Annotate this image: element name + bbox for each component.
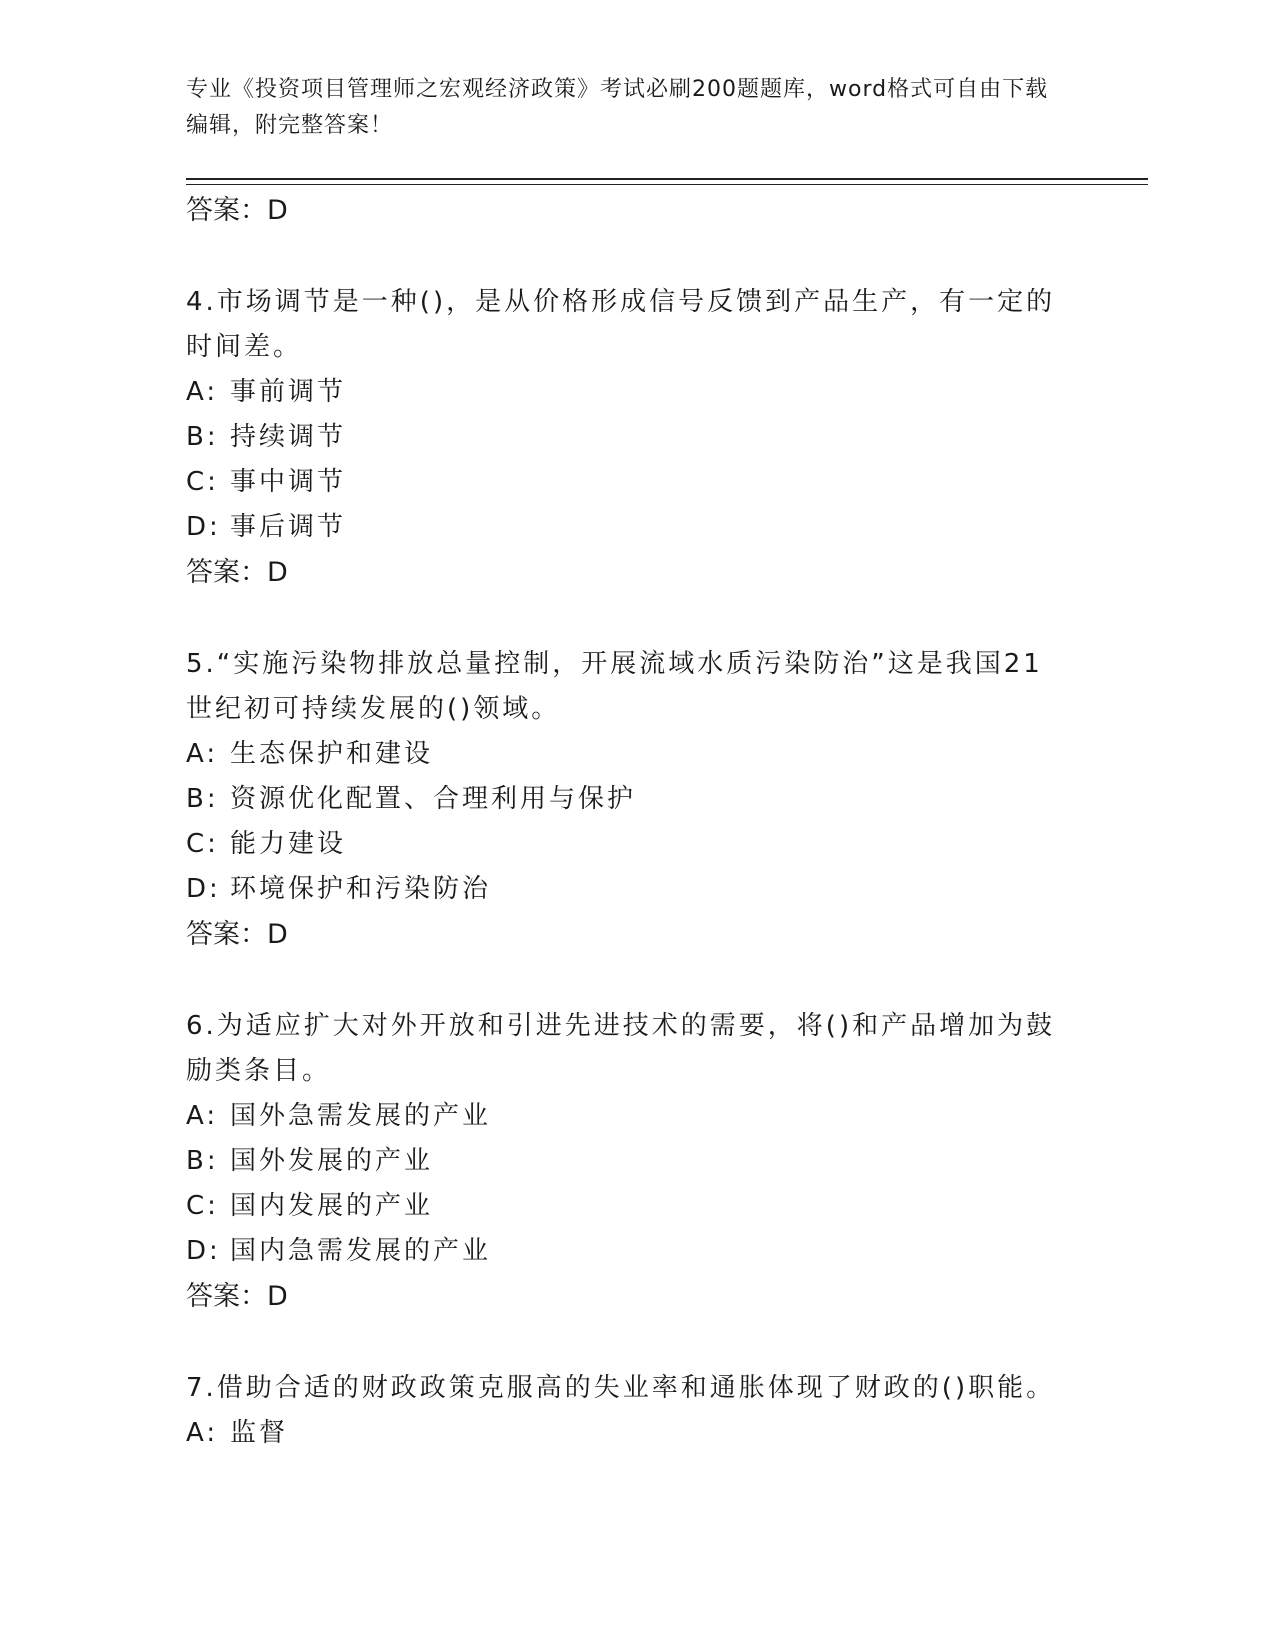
header-rule-thick <box>186 178 1148 180</box>
option-text: 国内急需发展的产业 <box>230 1236 492 1266</box>
question-text: 6.为适应扩大对外开放和引进先进技术的需要，将()和产品增加为鼓励类条目。 <box>186 1011 1056 1086</box>
option-text: 持续调节 <box>230 422 347 452</box>
option-b <box>186 1139 1066 1184</box>
option-letter: D: <box>186 512 221 542</box>
option-letter: C: <box>186 467 219 497</box>
document-body <box>186 188 1066 1456</box>
option-text: 国内发展的产业 <box>230 1191 434 1221</box>
option-text: 监督 <box>230 1418 289 1448</box>
answer-line: 答案：D <box>186 1281 288 1312</box>
option-letter: C: <box>186 829 219 859</box>
option-a <box>186 370 1066 415</box>
option-text: 事前调节 <box>230 377 347 407</box>
option-a <box>186 732 1066 777</box>
option-letter: C: <box>186 1191 219 1221</box>
option-a <box>186 1411 1066 1456</box>
option-text: 生态保护和建设 <box>230 739 434 769</box>
option-letter: B: <box>186 422 219 452</box>
option-text: 国外急需发展的产业 <box>230 1101 492 1131</box>
option-c <box>186 1184 1066 1229</box>
question-text: 7.借助合适的财政政策克服高的失业率和通胀体现了财政的()职能。 <box>186 1373 1056 1403</box>
option-text: 国外发展的产业 <box>230 1146 434 1176</box>
option-d <box>186 1229 1066 1274</box>
option-letter: B: <box>186 784 219 814</box>
header-rule-thin <box>186 184 1148 185</box>
option-text: 能力建设 <box>230 829 347 859</box>
option-c <box>186 460 1066 505</box>
option-text: 资源优化配置、合理利用与保护 <box>230 784 637 814</box>
question-4 <box>186 280 1066 596</box>
option-letter: B: <box>186 1146 219 1176</box>
question-text: 5.“实施污染物排放总量控制，开展流域水质污染防治”这是我国21世纪初可持续发展的()领域。 <box>186 649 1043 724</box>
option-d <box>186 505 1066 550</box>
option-letter: A: <box>186 1101 219 1131</box>
question-5 <box>186 642 1066 958</box>
option-letter: D: <box>186 1236 221 1266</box>
question-7 <box>186 1366 1066 1456</box>
option-letter: D: <box>186 874 221 904</box>
option-letter: A: <box>186 1418 219 1448</box>
option-b <box>186 777 1066 822</box>
document-header: 专业《投资项目管理师之宏观经济政策》考试必刷200题题库，word格式可自由下载编辑，附完整答案！ <box>186 77 1049 138</box>
option-d <box>186 867 1066 912</box>
answer-line: 答案：D <box>186 919 288 950</box>
option-text: 事后调节 <box>230 512 347 542</box>
option-c <box>186 822 1066 867</box>
option-letter: A: <box>186 739 219 769</box>
answer-line: 答案：D <box>186 557 288 588</box>
option-b <box>186 415 1066 460</box>
option-letter: A: <box>186 377 219 407</box>
question-6 <box>186 1004 1066 1320</box>
option-a <box>186 1094 1066 1139</box>
question-text: 4.市场调节是一种()，是从价格形成信号反馈到产品生产，有一定的时间差。 <box>186 287 1056 362</box>
option-text: 环境保护和污染防治 <box>230 874 492 904</box>
answer-line: 答案：D <box>186 195 288 226</box>
option-text: 事中调节 <box>230 467 347 497</box>
